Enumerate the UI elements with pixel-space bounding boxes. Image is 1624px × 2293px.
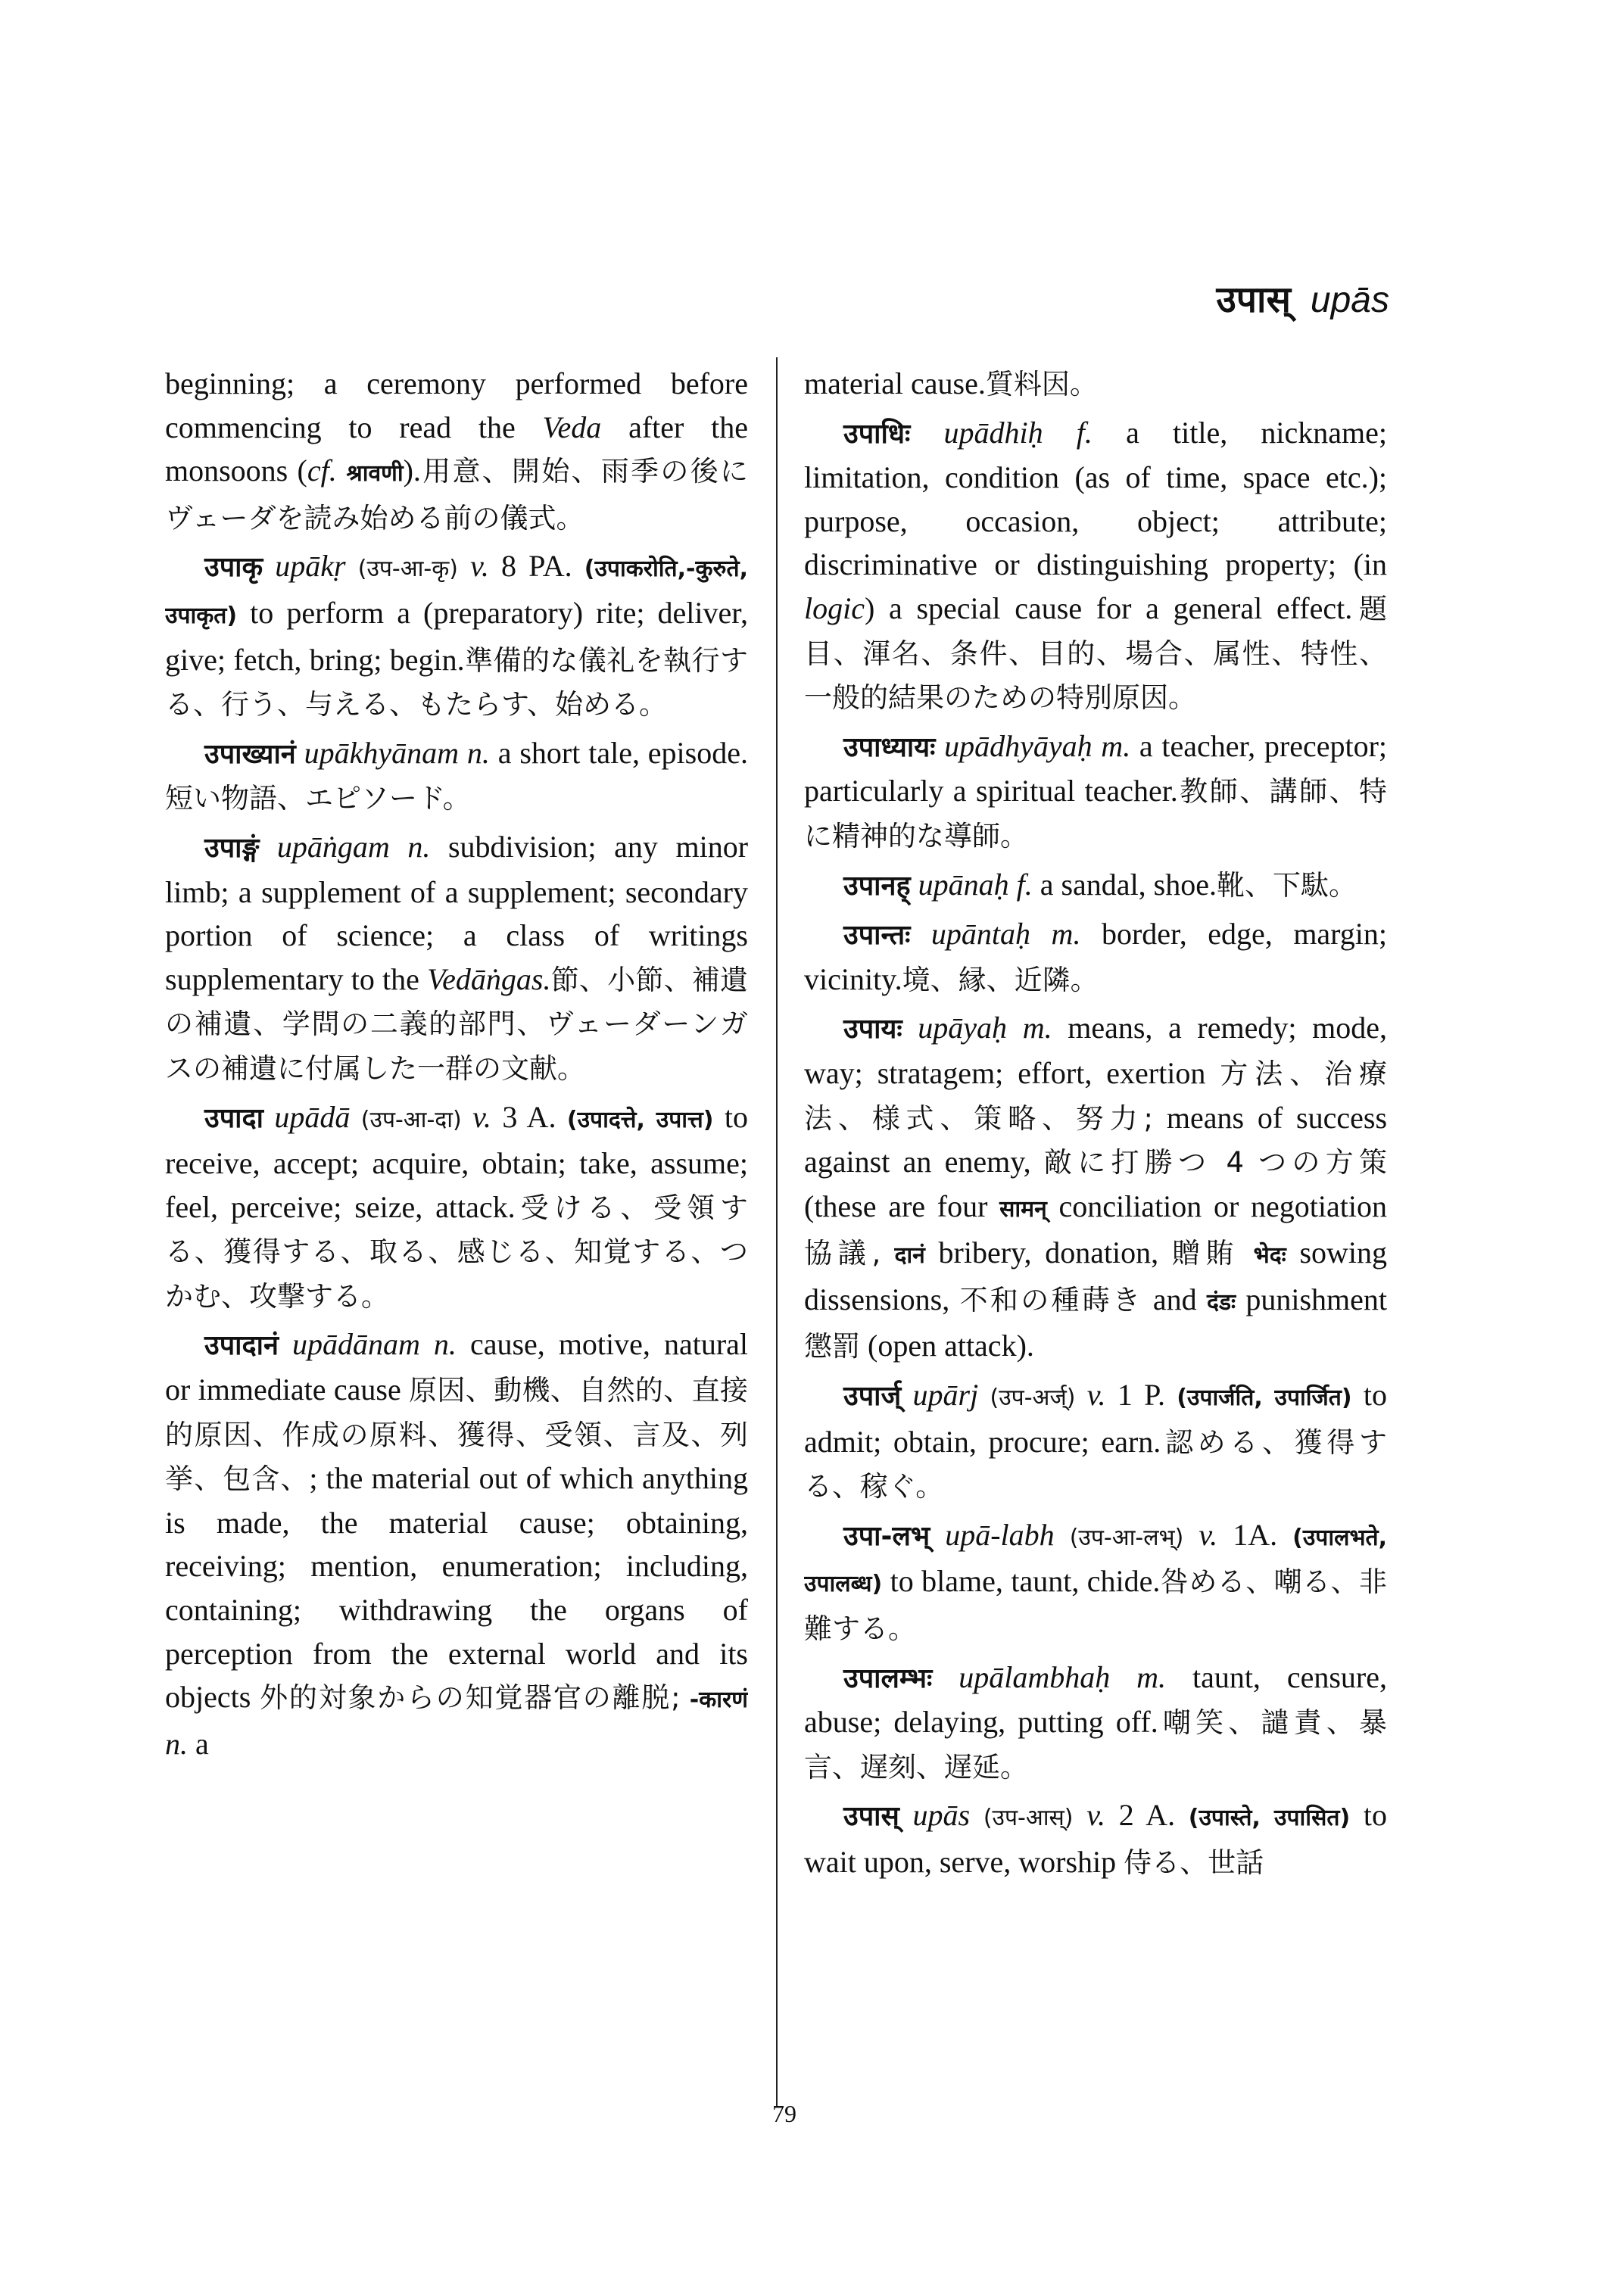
etymology: (उप-आ-कृ) (357, 556, 458, 583)
grammar: v. (1086, 1798, 1105, 1833)
japanese-gloss: 用意、開始、雨季の後にヴェーダを読み始める前の儀式。 (165, 455, 748, 534)
headword: उपाधिः (843, 418, 911, 450)
grammar: n. (165, 1726, 188, 1761)
entry-continuation (165, 362, 748, 540)
header-roman: upās (1310, 280, 1389, 320)
cross-reference: श्रावणी (336, 460, 404, 488)
headword: उपास् (843, 1801, 899, 1833)
transliteration: upānaḥ f. (918, 867, 1033, 902)
grammar: v. (472, 1099, 491, 1134)
headword: उपाख्यानं (204, 738, 296, 770)
grammar: v. (1199, 1517, 1218, 1552)
definition-italic: logic (804, 590, 865, 625)
etymology: (उप-आ-दा) (360, 1106, 462, 1133)
entry-upadanam (165, 1323, 748, 1765)
etymology: (उप-अर्ज्) (990, 1385, 1076, 1412)
headword: उपानह् (843, 870, 911, 902)
entry-upada (165, 1095, 748, 1319)
japanese-gloss: 外的対象からの知覚器官の離脱; (260, 1681, 681, 1715)
entry-upas (804, 1793, 1387, 1884)
sanskrit-term: सामन् (999, 1195, 1047, 1223)
definition-text: bribery, donation, (924, 1235, 1172, 1270)
definition-text: a sandal, shoe. (1032, 867, 1217, 902)
definition-text: conciliation or negotiation (1046, 1189, 1387, 1223)
definition-text: cause, motive, natural or immediate cause (165, 1327, 748, 1407)
header-devanagari: उपास् (1216, 279, 1291, 321)
grammar-info: 8 PA. (488, 549, 584, 584)
japanese-gloss: 靴、下駄。 (1217, 868, 1357, 902)
definition-text: a teacher, preceptor; particularly a spiritual teacher. (804, 728, 1387, 808)
definition-text: sowing dissensions, (804, 1235, 1387, 1316)
headword: उपाकृ (204, 552, 263, 584)
japanese-gloss: 懲罰 (804, 1330, 860, 1363)
left-column (165, 362, 748, 2073)
definition-text: taunt, censure, abuse; delaying, putting off. (804, 1659, 1387, 1740)
grammar-info: 1A. (1217, 1517, 1293, 1552)
japanese-gloss: 節、小節、補遺の補遺、学問の二義的部門、ヴェーダーンガスの補遺に付属した一群の文献。 (165, 963, 748, 1085)
cf-marker: cf. (307, 453, 337, 488)
etymology: (उप-आ-लभ्) (1069, 1524, 1184, 1551)
transliteration: upādhiḥ f. (943, 415, 1093, 450)
japanese-gloss: 題目、渾名、条件、目的、場合、属性、特性、一般的結果のための特別原因。 (804, 592, 1387, 715)
entry-upakhyanam (165, 731, 748, 821)
right-column (804, 362, 1387, 2103)
japanese-gloss: 協議, (804, 1237, 881, 1270)
japanese-gloss: 敵に打勝つ 4 つの方策 (1043, 1146, 1387, 1179)
definition-italic: Vedāṅgas. (427, 961, 551, 996)
transliteration: upāṅgam n. (276, 829, 431, 864)
headword: उपाध्यायः (843, 731, 936, 763)
definition-text: means of success against an enemy, (804, 1100, 1387, 1179)
grammar-info: 2 A. (1105, 1798, 1189, 1833)
inflected-forms: (उपालभते, उपालब्ध) (804, 1524, 1387, 1598)
running-header (1216, 274, 1389, 323)
inflected-forms: (उपाकरोति,-कुरुते, उपाकृत) (165, 556, 748, 629)
definition-text: ; the material out of which anything is made, the material cause; obtaining, receiving; mention, enumeration; including, containing; withdrawing the organs of perception from the external world and its objects (165, 1461, 748, 1715)
japanese-gloss: 境、縁、近隣。 (902, 963, 1099, 996)
definition-text: and (1142, 1282, 1207, 1316)
definition-text: (these are four (804, 1189, 1000, 1223)
definition-italic: Veda (542, 410, 602, 444)
transliteration: upā-labh (945, 1517, 1055, 1552)
headword: उपान्तः (843, 920, 911, 952)
japanese-gloss: 嘲笑、譴責、暴言、遅刻、遅延。 (804, 1706, 1387, 1784)
transliteration: upādā (274, 1099, 351, 1134)
definition-text: to blame, taunt, chide. (882, 1564, 1161, 1599)
definition-text: border, edge, margin; vicinity. (804, 917, 1387, 996)
japanese-gloss: 贈賄 (1171, 1237, 1240, 1270)
entry-upa-labh (804, 1513, 1387, 1651)
transliteration: upāyaḥ m. (918, 1011, 1052, 1045)
definition-text: a title, nickname; limitation, condition (as of time, space etc.); purpose, occasion, object; attribute; discriminative or distinguishing property; (in (804, 415, 1387, 582)
japanese-gloss: 教師、講師、特に精神的な導師。 (804, 775, 1387, 852)
definition-text: to perform a (preparatory) rite; deliver, give; fetch, bring; begin. (165, 595, 748, 677)
entry-upalambhah (804, 1656, 1387, 1790)
japanese-gloss: 原因、動機、自然的、直接的原因、作成の原料、獲得、受領、言及、列挙、包含、 (165, 1374, 748, 1496)
inflected-forms: (उपार्जति, उपार्जित) (1177, 1385, 1352, 1412)
definition-text: ). (403, 453, 421, 488)
definition-text: after the monsoons ( (165, 410, 748, 488)
entry-upadhih (804, 411, 1387, 720)
headword: उपालम्भः (843, 1662, 933, 1694)
definition-text: to admit; obtain, procure; earn. (804, 1378, 1387, 1459)
definition-text: punishment (1236, 1282, 1387, 1316)
japanese-gloss: 短い物語、エピソード。 (165, 782, 471, 815)
japanese-gloss: 準備的な儀礼を執行する、行う、与える、もたらす、始める。 (165, 643, 748, 721)
headword: उपादानं (204, 1330, 279, 1362)
inflected-forms: (उपास्ते, उपासित) (1188, 1805, 1351, 1832)
entry-continuation (804, 362, 1387, 407)
definition-text: material cause. (804, 366, 986, 400)
headword: उपार्ज् (843, 1381, 902, 1413)
entry-uparj (804, 1373, 1387, 1509)
definition-text: beginning; a ceremony performed before commencing to read the (165, 366, 748, 444)
definition-text: to receive, accept; acquire, obtain; take, assume; feel, perceive; seize, attack. (165, 1099, 748, 1224)
japanese-gloss: 不和の種蒔き (959, 1283, 1143, 1316)
sub-headword: -कारणं (680, 1687, 748, 1714)
transliteration: upālambhaḥ m. (959, 1659, 1167, 1694)
japanese-gloss: 侍る、世話 (1124, 1846, 1264, 1879)
sanskrit-term: भेदः (1239, 1242, 1286, 1270)
transliteration: upārj (912, 1378, 979, 1413)
grammar-info: 1 P. (1105, 1378, 1177, 1413)
entry-upantah (804, 912, 1387, 1002)
definition-text: a short tale, episode. (489, 735, 748, 770)
grammar: v. (1086, 1378, 1106, 1413)
japanese-gloss: 方法、治療法、様式、策略、努力; (804, 1057, 1387, 1135)
japanese-gloss: 質料因。 (985, 368, 1098, 400)
transliteration: upākhyānam n. (304, 735, 490, 770)
definition-text: (open attack). (860, 1329, 1034, 1363)
definition-text: means, a remedy; mode, way; stratagem; effort, exertion (804, 1011, 1387, 1090)
sanskrit-term: दानं (881, 1242, 925, 1270)
entry-upakr (165, 544, 748, 726)
headword: उपायः (843, 1014, 902, 1045)
inflected-forms: (उपादत्ते, उपात्त) (566, 1106, 714, 1133)
grammar: v. (470, 549, 489, 584)
transliteration: upādānam n. (291, 1327, 457, 1362)
japanese-gloss: 認める、獲得する、稼ぐ。 (804, 1425, 1387, 1503)
transliteration: upās (912, 1798, 971, 1833)
transliteration: upādhyāyaḥ m. (944, 728, 1131, 763)
definition-text: subdivision; any minor limb; a supplement of a supplement; secondary portion of science; a class of writings supplementary to the (165, 829, 748, 996)
entry-upanah (804, 863, 1387, 908)
headword: उपा-लभ् (843, 1520, 930, 1552)
column-divider (776, 357, 778, 2108)
etymology: (उप-आस्) (983, 1805, 1074, 1832)
entry-upangam (165, 825, 748, 1091)
japanese-gloss: 咎める、嘲る、非難する。 (804, 1566, 1387, 1646)
headword: उपादा (204, 1102, 263, 1134)
entry-upadhyayah (804, 724, 1387, 858)
japanese-gloss: 受ける、受領する、獲得する、取る、感じる、知覚する、つかむ、攻撃する。 (165, 1191, 748, 1313)
headword: उपाङ्गं (204, 832, 260, 864)
definition-text: to wait upon, serve, worship (804, 1798, 1387, 1879)
grammar-info: 3 A. (491, 1099, 567, 1134)
definition-text: a (188, 1726, 209, 1761)
page-number: 79 (772, 2100, 796, 2127)
sanskrit-term: दंडः (1206, 1288, 1236, 1316)
definition-text: ) a special cause for a general effect. (864, 590, 1353, 625)
entry-upayah (804, 1006, 1387, 1369)
transliteration: upāntaḥ m. (930, 917, 1081, 952)
transliteration: upākṛ (275, 549, 346, 584)
